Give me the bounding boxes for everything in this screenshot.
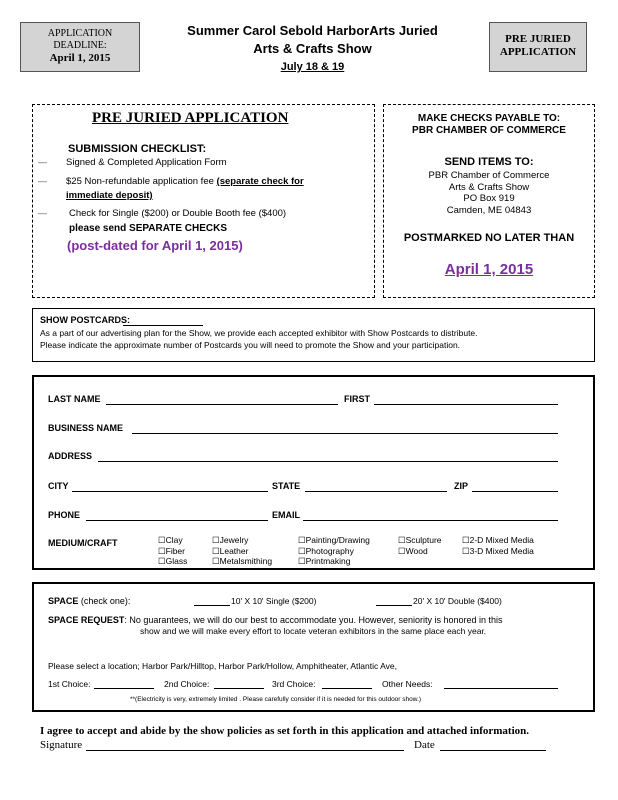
medium-col-4 [398,535,442,556]
postcards-text2: Please indicate the approximate number of Postcards you will need to promote the Show and your participation. [40,340,461,350]
checklist-item-booth: Check for Single ($200) or Double Booth fee ($400) [69,208,287,219]
title-line2: Arts & Crafts Show [253,41,372,56]
fee-text: $25 Non-refundable application fee [66,176,217,187]
fee-immediate: immediate deposit) [66,190,153,201]
postmark-date: April 1, 2015 [444,261,534,278]
checkbox-sculpture[interactable]: ☐Sculpture [398,535,442,545]
checkbox-glass[interactable]: ☐Glass [158,556,188,566]
choice2-label: 2nd Choice: [164,679,210,689]
title-line1: Summer Carol Sebold HarborArts Juried [187,23,438,38]
dash-icon: — [38,176,47,186]
double-space-field[interactable] [376,605,412,606]
state-label: STATE [272,481,301,491]
show-dates: July 18 & 19 [280,61,345,73]
city-label: CITY [48,481,69,491]
last-name-label: LAST NAME [48,394,101,404]
postdated-note: (post-dated for April 1, 2015) [67,238,243,253]
state-field[interactable] [305,491,447,492]
medium-col-1 [158,535,187,567]
badge-line1: PRE JURIED [505,33,571,45]
checkbox-metalsmithing[interactable]: ☐Metalsmithing [212,556,273,566]
checklist-item-form: Signed & Completed Application Form [66,157,227,168]
signature-label: Signature [40,739,83,751]
medium-col-5 [462,535,534,556]
fee-separate: (separate check for [216,176,304,187]
checkbox-leather[interactable]: ☐Leather [212,545,249,556]
dash-icon: — [38,208,47,218]
choice1-label: 1st Choice: [48,679,91,689]
business-field[interactable] [132,433,558,434]
deadline-date: April 1, 2015 [49,52,111,64]
first-name-label: FIRST [344,394,370,404]
checkbox-jewelry[interactable]: ☐Jewelry [212,535,249,545]
checkbox-3d-mixed[interactable]: ☐3-D Mixed Media [462,545,534,556]
date-field[interactable] [440,750,546,751]
pre-juried-title: PRE JURIED APPLICATION [92,110,289,126]
checkbox-2d-mixed[interactable]: ☐2-D Mixed Media [462,535,534,545]
checklist-title: SUBMISSION CHECKLIST: [68,143,207,155]
page-title [145,22,480,76]
address-line3: PO Box 919 [463,193,515,204]
address-label: ADDRESS [48,451,93,461]
zip-label: ZIP [454,481,469,491]
other-needs-label: Other Needs: [382,679,433,689]
checkbox-wood[interactable]: ☐Wood [398,545,428,556]
address-line4: Camden, ME 04843 [446,204,532,216]
address-field[interactable] [98,461,558,462]
medium-label: MEDIUM/CRAFT [48,538,118,548]
address-line2: Arts & Crafts Show [448,181,530,193]
single-space-label: 10' X 10' Single ($200) [231,596,317,606]
checkbox-fiber[interactable]: ☐Fiber [158,545,185,556]
checkbox-painting[interactable]: ☐Painting/Drawing [298,535,370,545]
space-label: SPACE (check one): [48,596,131,606]
phone-field[interactable] [86,520,268,521]
payable-line1: MAKE CHECKS PAYABLE TO: [417,113,561,124]
choice2-field[interactable] [214,688,264,689]
date-label: Date [414,739,435,751]
badge-line2: APPLICATION [499,46,577,58]
postmarked-label: POSTMARKED NO LATER THAN [403,232,575,244]
zip-field[interactable] [472,491,558,492]
pre-juried-badge [489,22,587,72]
first-name-field[interactable] [374,404,558,405]
signature-field[interactable] [86,750,404,751]
checkbox-clay[interactable]: ☐Clay [158,535,183,545]
city-field[interactable] [72,491,268,492]
medium-col-2 [212,535,272,567]
deadline-line1: APPLICATION [47,28,113,39]
postcards-label: SHOW POSTCARDS: [40,315,130,325]
double-space-label: 20' X 10' Double ($400) [413,596,502,606]
business-label: BUSINESS NAME [48,423,124,433]
dash-icon: — [38,157,47,167]
checkbox-photography[interactable]: ☐Photography [298,545,354,556]
checklist-item-fee [66,176,366,188]
choice3-label: 3rd Choice: [272,679,316,689]
single-space-field[interactable] [194,605,230,606]
agreement-text: I agree to accept and abide by the show policies as set forth in this application and attached information. [40,725,530,737]
payable-line2: PBR CHAMBER OF COMMERCE [412,125,566,136]
choice1-field[interactable] [94,688,154,689]
other-needs-field[interactable] [444,688,558,689]
postcards-count-field[interactable] [123,325,203,326]
deadline-line2: DEADLINE: [53,40,107,51]
last-name-field[interactable] [106,404,338,405]
address-line1: PBR Chamber of Commerce [428,170,550,181]
checkbox-printmaking[interactable]: ☐Printmaking [298,556,351,566]
separate-checks: please send SEPARATE CHECKS [69,223,228,234]
medium-col-3 [298,535,370,567]
choice3-field[interactable] [322,688,372,689]
deadline-box [20,22,140,72]
electricity-note: **(Electricity is very, extremely limited . Please carefully consider if it is needed for this outdoor show.) [130,696,422,703]
email-label: EMAIL [272,510,300,520]
send-title: SEND ITEMS TO: [444,156,534,168]
space-request-line2: show and we will make every effort to locate veteran exhibitors in the same place each year. [140,626,487,636]
space-request: SPACE REQUEST: No guarantees, we will do our best to accommodate you. However, seniority is honored in this [48,615,503,625]
phone-label: PHONE [48,510,81,520]
location-text: Please select a location; Harbor Park/Hilltop, Harbor Park/Hollow, Amphitheater, Atlantic Ave, [48,661,397,671]
postcards-text1: As a part of our advertising plan for the Show, we provide each accepted exhibitor with Show Postcards to distribute. [40,328,478,338]
email-field[interactable] [303,520,558,521]
mailing-address [383,170,595,216]
